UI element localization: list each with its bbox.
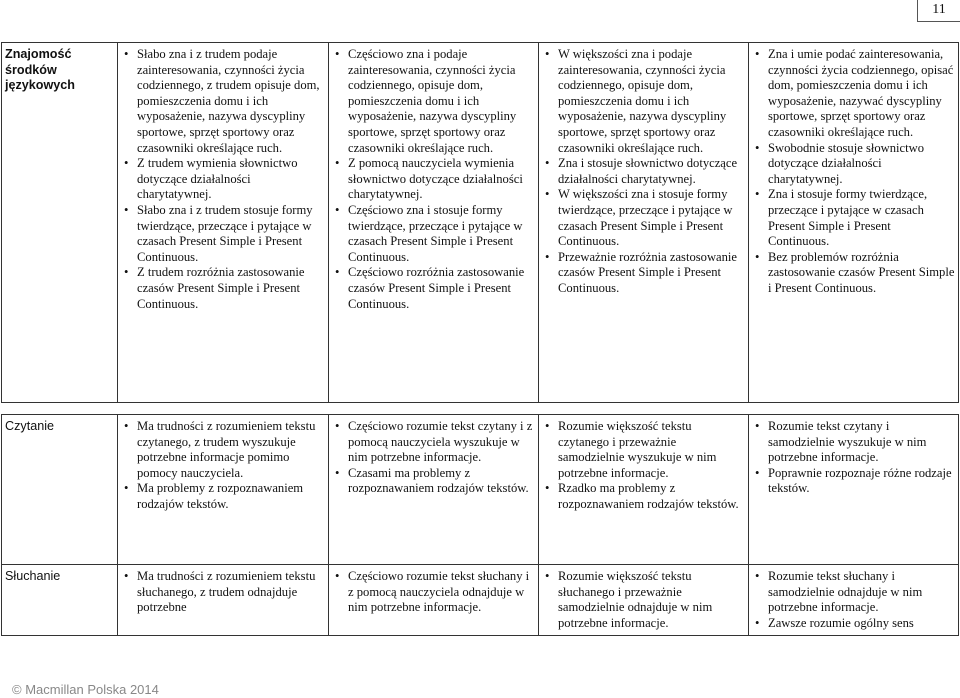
- list-item: • Częściowo rozumie tekst słuchany i z pomocą nauczyciela odnajduje w nim potrzebne informacje.: [348, 569, 535, 616]
- row-label: Znajomość środków językowych: [2, 43, 118, 403]
- list-item: • Częściowo rozumie tekst czytany i z pomocą nauczyciela wyszukuje w nim potrzebne informacje.: [348, 419, 535, 466]
- criteria-cell: [329, 43, 539, 403]
- bullet-list: [332, 569, 535, 616]
- list-item: • Z trudem wymienia słownictwo dotyczące działalności charytatywnej.: [137, 156, 325, 203]
- separator-cell: [2, 403, 959, 415]
- list-item: • Zna i umie podać zainteresowania, czynności życia codziennego, opisać dom, pomieszczenia domu i ich wyposażenie, nazywać dyscypliny sportowe, sprzęt sportowy oraz czasowniki określające ruch.: [768, 47, 955, 141]
- list-item: • Rozumie większość tekstu czytanego i przeważnie samodzielnie wyszukuje w nim potrzebne informacje.: [558, 419, 745, 481]
- list-item: • Przeważnie rozróżnia zastosowanie czasów Present Simple i Present Continuous.: [558, 250, 745, 297]
- bullet-list: [752, 569, 955, 631]
- list-item: • Rozumie tekst czytany i samodzielnie wyszukuje w nim potrzebne informacje.: [768, 419, 955, 466]
- row-label: Czytanie: [2, 415, 118, 565]
- bullet-list: [332, 47, 535, 312]
- list-item: • Ma problemy z rozpoznawaniem rodzajów tekstów.: [137, 481, 325, 512]
- list-item: • W większości zna i stosuje formy twierdzące, przeczące i pytające w czasach Present Simple i Present Continuous.: [558, 187, 745, 249]
- criteria-cell: [118, 565, 329, 636]
- list-item: • Słabo zna i z trudem podaje zainteresowania, czynności życia codziennego, z trudem opisuje dom, pomieszczenia domu i ich wyposażenie, nazywa dyscypliny sportowe, sprzęt sportowy oraz czasowniki określające ruch.: [137, 47, 325, 156]
- list-item: • Częściowo zna i stosuje formy twierdzące, przeczące i pytające w czasach Present Simple i Present Continuous.: [348, 203, 535, 265]
- criteria-cell: [749, 415, 959, 565]
- list-item: • Rozumie większość tekstu słuchanego i przeważnie samodzielnie odnajduje w nim potrzebne informacje.: [558, 569, 745, 631]
- list-item: • Zna i stosuje słownictwo dotyczące działalności charytatywnej.: [558, 156, 745, 187]
- bullet-list: [752, 47, 955, 297]
- list-item: • Rzadko ma problemy z rozpoznawaniem rodzajów tekstów.: [558, 481, 745, 512]
- list-item: • Z pomocą nauczyciela wymienia słownictwo dotyczące działalności charytatywnej.: [348, 156, 535, 203]
- criteria-cell: [329, 565, 539, 636]
- list-item: • Zna i stosuje formy twierdzące, przeczące i pytające w czasach Present Simple i Present Continuous.: [768, 187, 955, 249]
- bullet-list: [542, 569, 745, 631]
- list-item: • Swobodnie stosuje słownictwo dotyczące działalności charytatywnej.: [768, 141, 955, 188]
- row-label: Słuchanie: [2, 565, 118, 636]
- list-item: • Częściowo rozróżnia zastosowanie czasów Present Simple i Present Continuous.: [348, 265, 535, 312]
- criteria-cell: [539, 415, 749, 565]
- list-item: • Z trudem rozróżnia zastosowanie czasów Present Simple i Present Continuous.: [137, 265, 325, 312]
- list-item: • Słabo zna i z trudem stosuje formy twierdzące, przeczące i pytające w czasach Present Simple i Present Continuous.: [137, 203, 325, 265]
- list-item: • Zawsze rozumie ogólny sens: [768, 616, 955, 632]
- criteria-cell: [539, 565, 749, 636]
- bullet-list: [542, 419, 745, 513]
- bullet-list: [542, 47, 745, 297]
- bullet-list: [752, 419, 955, 497]
- row-separator: [2, 403, 959, 415]
- copyright-footer: © Macmillan Polska 2014: [12, 682, 159, 697]
- criteria-cell: [749, 43, 959, 403]
- bullet-list: [121, 419, 325, 513]
- list-item: • Ma trudności z rozumieniem tekstu słuchanego, z trudem odnajduje potrzebne: [137, 569, 325, 616]
- table-row: [2, 43, 959, 403]
- list-item: • W większości zna i podaje zainteresowania, czynności życia codziennego, opisuje dom, pomieszczenia domu i ich wyposażenie, nazywa dyscypliny sportowe, sprzęt sportowy oraz czasowniki określające ruch.: [558, 47, 745, 156]
- bullet-list: [121, 569, 325, 616]
- table-row: [2, 415, 959, 565]
- list-item: • Częściowo zna i podaje zainteresowania, czynności życia codziennego, opisuje dom, pomieszczenia domu i ich wyposażenie, nazywa dyscypliny sportowe, sprzęt sportowy oraz czasowniki określające ruch.: [348, 47, 535, 156]
- bullet-list: [121, 47, 325, 312]
- list-item: • Czasami ma problemy z rozpoznawaniem rodzajów tekstów.: [348, 466, 535, 497]
- bullet-list: [332, 419, 535, 497]
- list-item: • Bez problemów rozróżnia zastosowanie czasów Present Simple i Present Continuous.: [768, 250, 955, 297]
- list-item: • Ma trudności z rozumieniem tekstu czytanego, z trudem wyszukuje potrzebne informacje pomimo pomocy nauczyciela.: [137, 419, 325, 481]
- criteria-table: [1, 42, 959, 636]
- page-number: 11: [917, 0, 960, 22]
- table-row: [2, 565, 959, 636]
- list-item: • Poprawnie rozpoznaje różne rodzaje tekstów.: [768, 466, 955, 497]
- criteria-cell: [329, 415, 539, 565]
- criteria-cell: [118, 43, 329, 403]
- criteria-cell: [118, 415, 329, 565]
- criteria-cell: [749, 565, 959, 636]
- criteria-cell: [539, 43, 749, 403]
- list-item: • Rozumie tekst słuchany i samodzielnie odnajduje w nim potrzebne informacje.: [768, 569, 955, 616]
